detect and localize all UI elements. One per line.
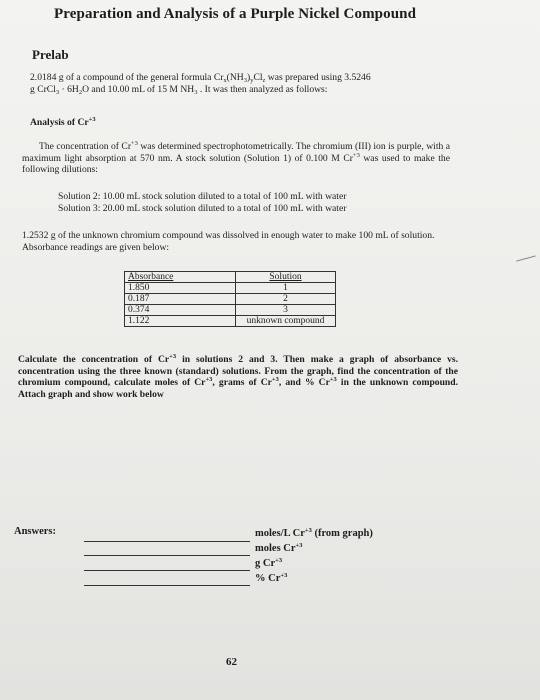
answer-unit-label: % $Cr^{+3}$ bbox=[255, 572, 288, 584]
page-number: 62 bbox=[226, 656, 237, 668]
prelab-heading: Prelab bbox=[32, 47, 69, 62]
absorbance-cell: 0.187 bbox=[125, 294, 236, 305]
solution-cell: 3 bbox=[236, 305, 336, 316]
spectro-paragraph: The concentration of $Cr^{+3}$ was determined spectrophotometrically. The chromium (III) ion is purple, with a maximum light absorption at 570 nm. A stock solution (Solution 1) of 0.100 M $Cr^{+3}$ was used to make the following dilutions: bbox=[22, 140, 450, 175]
analysis-heading: Analysis of $Cr^{+3}$ bbox=[30, 116, 96, 128]
table-header-row bbox=[125, 272, 336, 283]
table-row bbox=[125, 305, 336, 316]
page-edge-mark bbox=[516, 255, 536, 261]
table-row bbox=[125, 316, 336, 327]
solution-cell: 2 bbox=[236, 294, 336, 305]
answer-blank[interactable] bbox=[84, 554, 250, 556]
solution-cell: unknown compound bbox=[236, 316, 336, 327]
table-row bbox=[125, 283, 336, 294]
answer-blank[interactable] bbox=[84, 540, 250, 542]
absorbance-table bbox=[124, 271, 336, 327]
unknown-paragraph: 1.2532 g of the unknown chromium compound was dissolved in enough water to make 100 mL of solution. Absorbance readings are given below: bbox=[22, 230, 435, 253]
answer-unit-label: g $Cr^{+3}$ bbox=[255, 557, 283, 569]
page-title: Preparation and Analysis of a Purple Nickel Compound bbox=[54, 6, 417, 22]
dilution-line: Solution 3: 20.00 mL stock solution diluted to a total of 100 mL with water bbox=[58, 203, 347, 214]
answers-label: Answers: bbox=[14, 526, 56, 537]
intro-paragraph: 2.0184 g of a compound of the general formula $Cr_x(NH_3)_yCl_z$ was prepared using 3.5246 g CrCl$_3$ · $6H_2O$ and 10.00 mL of 15 M $NH_3$ . It was then analyzed as follows: bbox=[30, 72, 371, 96]
answer-blank[interactable] bbox=[84, 569, 250, 571]
absorbance-cell: 0.374 bbox=[125, 305, 236, 316]
solution-cell: 1 bbox=[236, 283, 336, 294]
instructions-paragraph: Calculate the concentration of $Cr^{+3}$ in solutions 2 and 3. Then make a graph of absorbance vs. concentration using the three known (standard) solutions. From the graph, find the concentration of the chromium compound, calculate moles of $Cr^{+3}$, grams of $Cr^{+3}$, and % $Cr^{+3}$ in the unknown compound. Attach graph and show work below bbox=[18, 353, 459, 400]
answer-unit-label: moles $Cr^{+3}$ bbox=[255, 542, 303, 554]
answer-unit-label: moles/L $Cr^{+3}$ (from graph) bbox=[255, 527, 373, 539]
absorbance-cell: 1.122 bbox=[125, 316, 236, 327]
absorbance-cell: 1.850 bbox=[125, 283, 236, 294]
table-row bbox=[125, 294, 336, 305]
answer-blank[interactable] bbox=[84, 584, 250, 586]
column-header: Absorbance bbox=[125, 272, 236, 283]
column-header: Solution bbox=[236, 272, 336, 283]
dilution-line: Solution 2: 10.00 mL stock solution diluted to a total of 100 mL with water bbox=[58, 191, 347, 202]
